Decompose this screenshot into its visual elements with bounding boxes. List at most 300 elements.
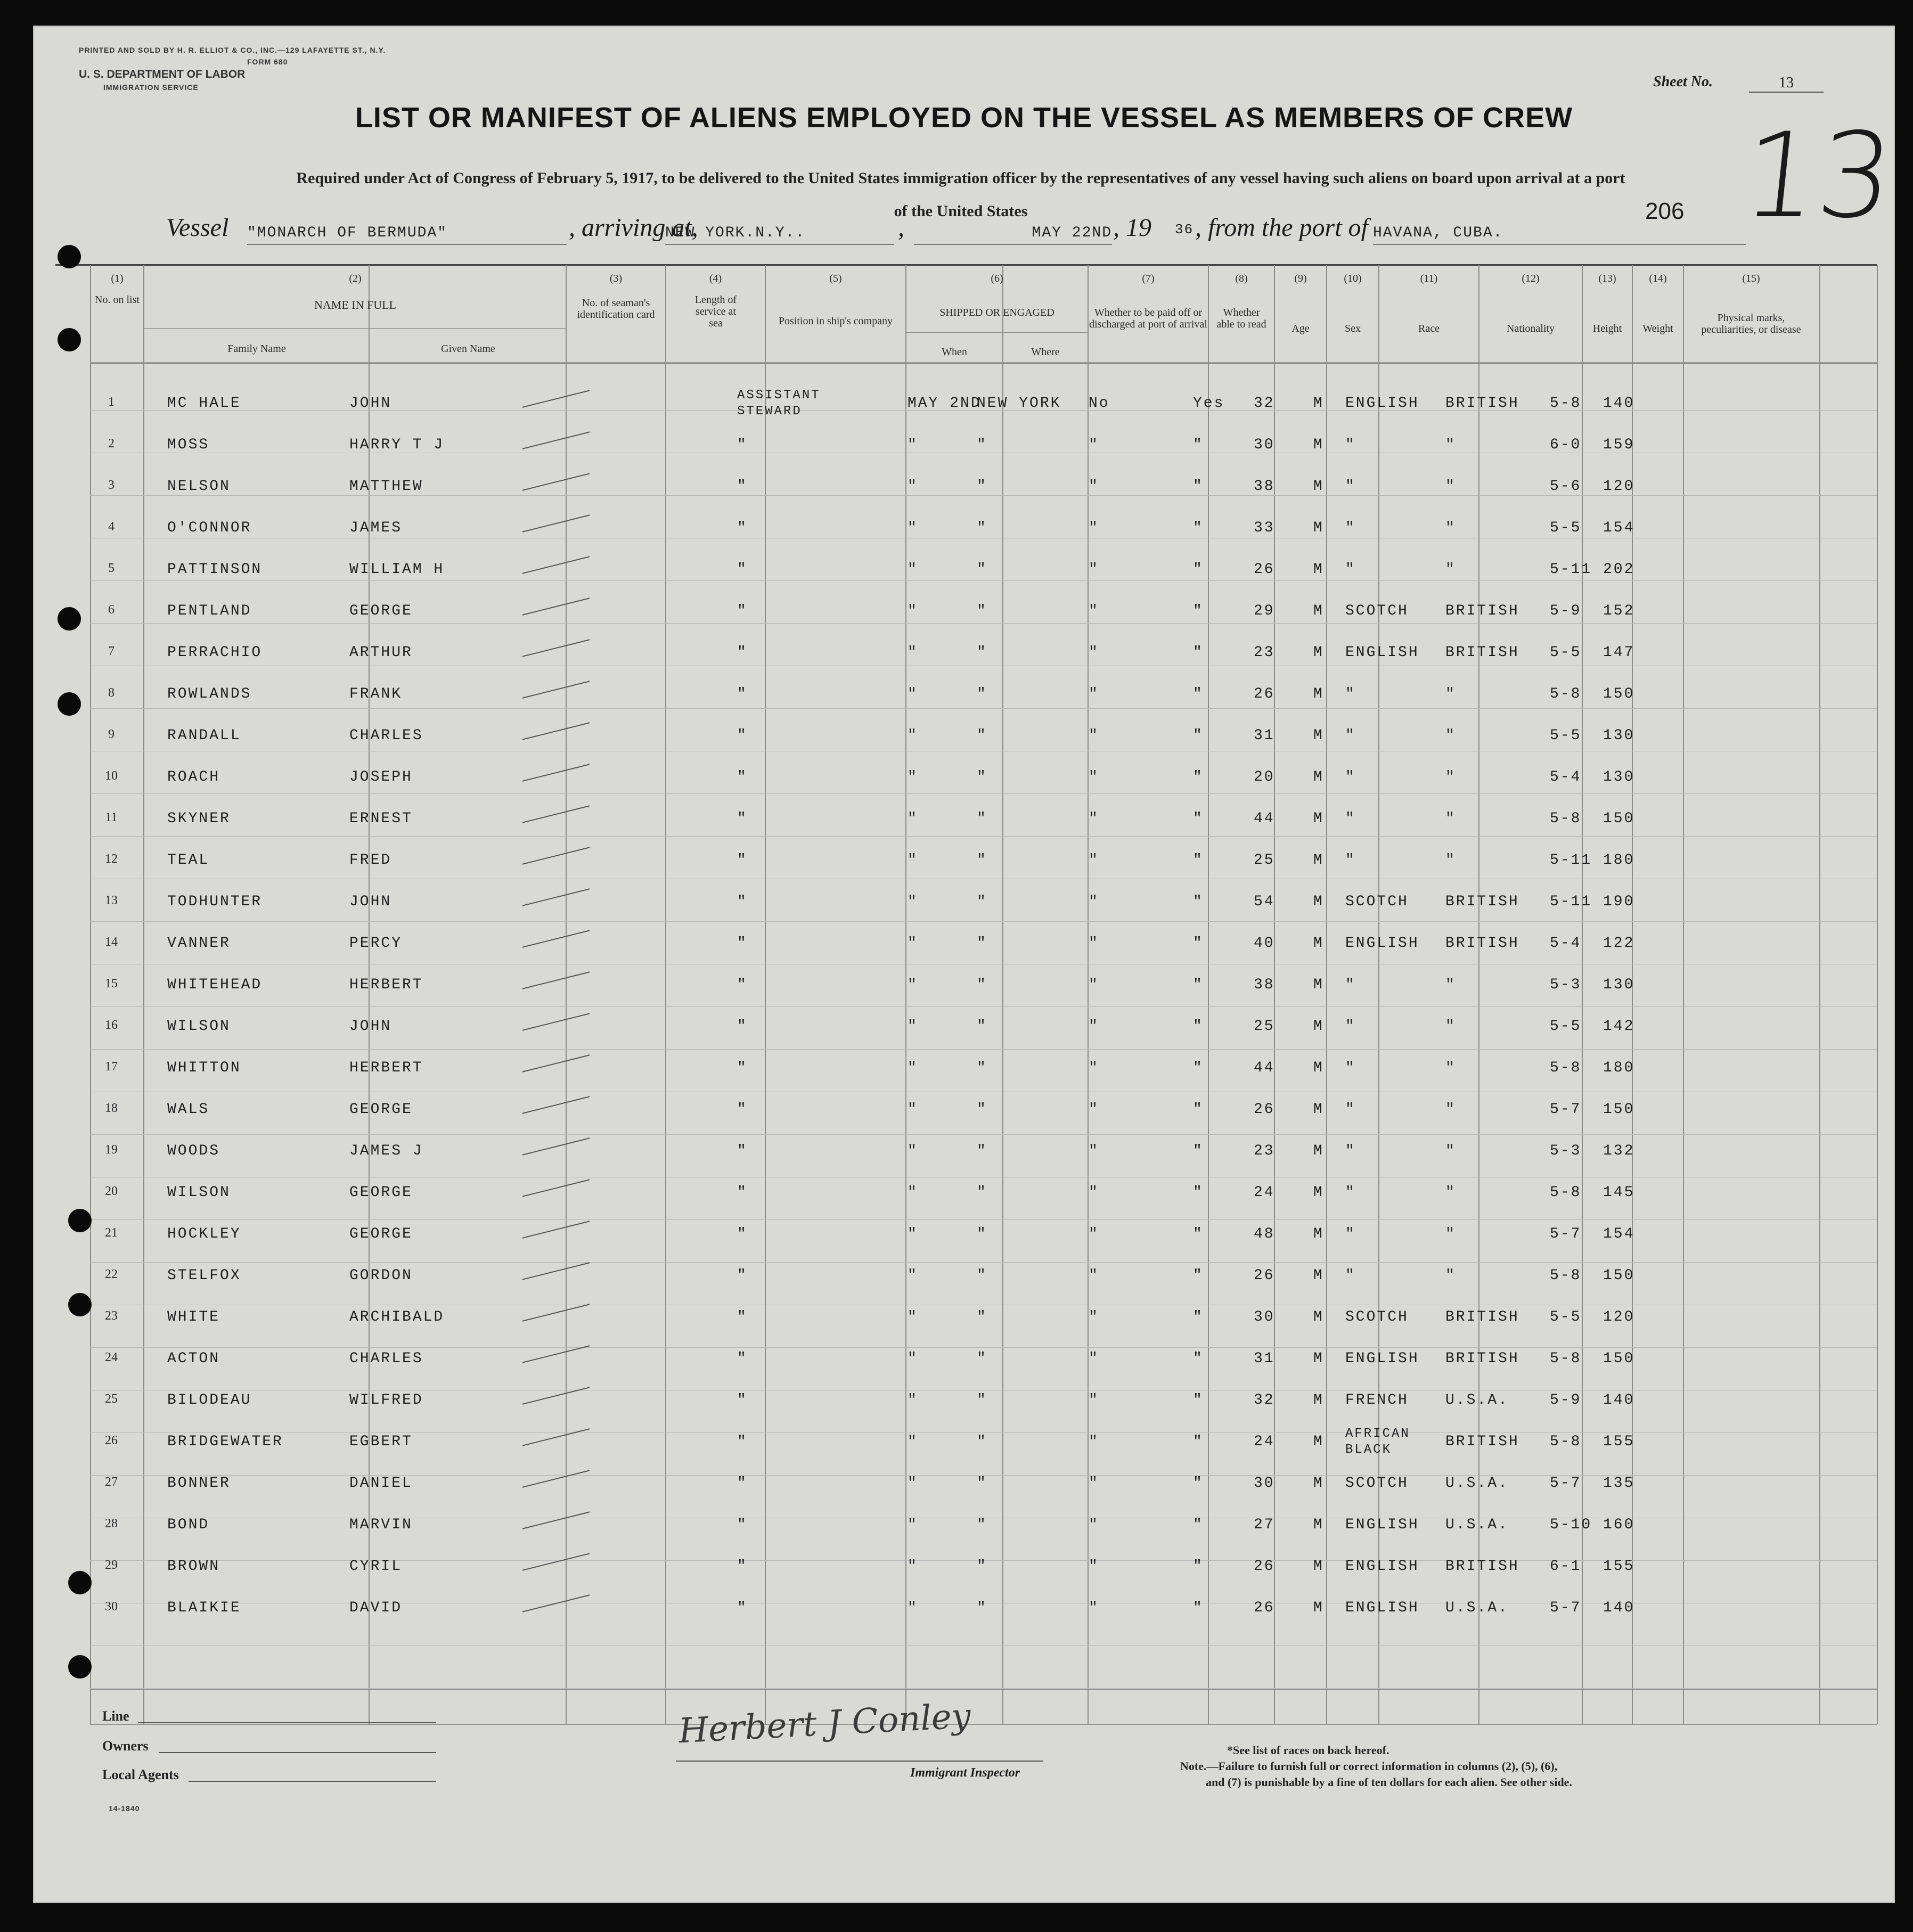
age: 20: [1254, 769, 1275, 785]
given-name: DAVID: [349, 1600, 403, 1616]
row-number: 9: [108, 727, 115, 741]
position: ": [737, 1434, 748, 1450]
col2-header: NAME IN FULL: [314, 298, 396, 312]
paid-off: ": [1089, 1600, 1099, 1616]
height: 5-8: [1550, 1350, 1582, 1367]
from-port: HAVANA, CUBA.: [1373, 225, 1503, 241]
nationality: U.S.A.: [1445, 1517, 1509, 1533]
able-to-read: ": [1193, 977, 1204, 993]
sex: M: [1313, 644, 1324, 661]
weight: 155: [1603, 1434, 1635, 1450]
col15-number: (15): [1742, 273, 1760, 284]
able-to-read: ": [1193, 520, 1204, 536]
able-to-read: ": [1193, 811, 1204, 827]
given-name: ERNEST: [349, 811, 413, 827]
paid-off: ": [1089, 1101, 1099, 1118]
shipped-when: ": [908, 1517, 918, 1533]
row-number: 17: [105, 1060, 118, 1074]
given-name: HARRY T J: [349, 437, 445, 453]
able-to-read: ": [1193, 1600, 1204, 1616]
race: ": [1345, 478, 1356, 495]
table-top-rule: [55, 264, 1877, 266]
sex: M: [1313, 437, 1324, 453]
shipped-where: ": [977, 894, 987, 910]
sex: M: [1313, 935, 1324, 952]
col11-number: (11): [1420, 273, 1438, 284]
nationality: U.S.A.: [1445, 1392, 1509, 1409]
race: ": [1345, 852, 1356, 869]
shipped-where: ": [977, 977, 987, 993]
nationality: ": [1445, 1143, 1456, 1159]
sheet-label: Sheet No.: [1653, 73, 1713, 90]
position: ": [737, 1184, 748, 1201]
shipped-where: ": [977, 811, 987, 827]
sex: M: [1313, 1517, 1324, 1533]
seaman-card-tick: [522, 1304, 590, 1321]
race: ": [1345, 520, 1356, 536]
col7-header: Whether to be paid off or discharged at port of arrival: [1089, 307, 1207, 330]
age: 33: [1254, 520, 1275, 536]
table-header-rule: [90, 1724, 1877, 1725]
col3-header: No. of seaman's identification card: [577, 297, 655, 321]
family-name: ROWLANDS: [167, 686, 252, 702]
paid-off: ": [1089, 1517, 1099, 1533]
paid-off: ": [1089, 769, 1099, 785]
nationality: BRITISH: [1445, 395, 1519, 412]
seaman-card-tick: [522, 1179, 590, 1197]
nationality: ": [1445, 977, 1456, 993]
paid-off: ": [1089, 811, 1099, 827]
line-label: Line: [102, 1708, 129, 1724]
height: 5-7: [1550, 1600, 1582, 1616]
paid-off: ": [1089, 1558, 1099, 1575]
row-number: 23: [105, 1309, 118, 1323]
weight: 150: [1603, 1101, 1635, 1118]
weight: 140: [1603, 395, 1635, 412]
seaman-card-tick: [522, 764, 590, 781]
able-to-read: ": [1193, 1517, 1204, 1533]
shipped-where: ": [977, 727, 987, 744]
sex: M: [1313, 1060, 1324, 1076]
nationality: ": [1445, 727, 1456, 744]
owners-label: Owners: [102, 1738, 149, 1754]
seaman-card-tick: [522, 639, 590, 657]
race: AFRICAN BLACK: [1345, 1427, 1410, 1457]
nationality: ": [1445, 1226, 1456, 1242]
sex: M: [1313, 1143, 1324, 1159]
shipped-when: ": [908, 852, 918, 869]
nationality: U.S.A.: [1445, 1475, 1509, 1492]
height: 5-4: [1550, 769, 1582, 785]
age: 54: [1254, 894, 1275, 910]
shipped-where: ": [977, 561, 987, 578]
table-column-rule: [566, 265, 567, 1724]
table-row-rule: [90, 495, 1877, 496]
given-name: PERCY: [349, 935, 403, 952]
table-row-rule: [90, 836, 1877, 837]
race: ": [1345, 811, 1356, 827]
given-name: CYRIL: [349, 1558, 403, 1575]
position: ": [737, 1350, 748, 1367]
shipped-where: ": [977, 1018, 987, 1035]
shipped-when: ": [908, 1392, 918, 1409]
able-to-read: ": [1193, 1060, 1204, 1076]
height: 6-0: [1550, 437, 1582, 453]
weight: 145: [1603, 1184, 1635, 1201]
weight: 120: [1603, 478, 1635, 495]
weight: 190: [1603, 894, 1635, 910]
paid-off: ": [1089, 1018, 1099, 1035]
col14-header: Weight: [1642, 323, 1673, 334]
table-row-rule: [90, 1262, 1877, 1263]
shipped-when: ": [908, 1350, 918, 1367]
nationality: BRITISH: [1445, 1558, 1519, 1575]
seaman-card-tick: [522, 930, 590, 947]
given-name: ARTHUR: [349, 644, 413, 661]
sex: M: [1313, 1101, 1324, 1118]
able-to-read: ": [1193, 1392, 1204, 1409]
paid-off: ": [1089, 1309, 1099, 1325]
position: ": [737, 1309, 748, 1325]
penalty-note-1: Note.—Failure to furnish full or correct information in columns (2), (5), (6),: [1180, 1759, 1558, 1773]
family-name: WHITTON: [167, 1060, 241, 1076]
age: 26: [1254, 686, 1275, 702]
family-name: WALS: [167, 1101, 210, 1118]
able-to-read: ": [1193, 1350, 1204, 1367]
table-column-rule: [143, 265, 144, 1724]
family-name: BRIDGEWATER: [167, 1434, 283, 1450]
shipped-when: MAY 2ND: [908, 395, 982, 412]
height: 5-5: [1550, 520, 1582, 536]
height: 5-3: [1550, 1143, 1582, 1159]
seaman-card-tick: [522, 722, 590, 740]
position: ": [737, 894, 748, 910]
position: ": [737, 1060, 748, 1076]
seaman-card-tick: [522, 597, 590, 615]
age: 25: [1254, 852, 1275, 869]
seaman-card-tick: [522, 390, 590, 407]
weight: 150: [1603, 686, 1635, 702]
shipped-where: ": [977, 1309, 987, 1325]
paid-off: ": [1089, 1267, 1099, 1284]
shipped-where: ": [977, 1475, 987, 1492]
paid-off: ": [1089, 935, 1099, 952]
family-name: O'CONNOR: [167, 520, 252, 536]
row-number: 30: [105, 1600, 118, 1614]
sex: M: [1313, 1392, 1324, 1409]
shipped-where: ": [977, 935, 987, 952]
col6-number: (6): [991, 273, 1003, 284]
race: ": [1345, 1101, 1356, 1118]
height: 5-11: [1550, 852, 1592, 869]
position: ": [737, 935, 748, 952]
row-number: 11: [105, 811, 118, 824]
paid-off: ": [1089, 603, 1099, 619]
seaman-card-tick: [522, 1594, 590, 1612]
sex: M: [1313, 1267, 1324, 1284]
nationality: U.S.A.: [1445, 1600, 1509, 1616]
row-number: 15: [105, 977, 118, 990]
age: 32: [1254, 1392, 1275, 1409]
arrival-port: NEW YORK.N.Y..: [665, 225, 806, 241]
col9-header: Age: [1291, 323, 1310, 334]
arriving-label: , arriving at,: [569, 214, 698, 242]
year-prefix: , 19: [1113, 214, 1151, 242]
printer-credit: PRINTED AND SOLD BY H. R. ELLIOT & CO., INC.—129 LAFAYETTE ST., N.Y.: [79, 46, 386, 54]
row-number: 16: [105, 1018, 118, 1032]
shipped-when: ": [908, 1143, 918, 1159]
col1-number: (1): [111, 273, 124, 284]
row-number: 5: [108, 561, 115, 575]
race: ": [1345, 1060, 1356, 1076]
from-label: , from the port of: [1195, 214, 1368, 242]
sex: M: [1313, 894, 1324, 910]
seaman-card-tick: [522, 1054, 590, 1072]
nationality: ": [1445, 437, 1456, 453]
age: 26: [1254, 1600, 1275, 1616]
seaman-card-tick: [522, 681, 590, 698]
shipped-when: ": [908, 437, 918, 453]
requirement-text-2: of the United States: [894, 202, 1028, 220]
weight: 150: [1603, 811, 1635, 827]
height: 5-7: [1550, 1101, 1582, 1118]
seaman-card-tick: [522, 514, 590, 532]
shipped-where: ": [977, 1558, 987, 1575]
nationality: ": [1445, 561, 1456, 578]
table-row-rule: [90, 1134, 1877, 1135]
age: 26: [1254, 561, 1275, 578]
sex: M: [1313, 1350, 1324, 1367]
weight: 155: [1603, 1558, 1635, 1575]
seaman-card-tick: [522, 971, 590, 989]
able-to-read: ": [1193, 644, 1204, 661]
table-row-rule: [90, 623, 1877, 624]
seaman-card-tick: [522, 1221, 590, 1238]
height: 5-10: [1550, 1517, 1592, 1533]
paid-off: ": [1089, 1143, 1099, 1159]
height: 5-11: [1550, 561, 1592, 578]
shipped-where: ": [977, 520, 987, 536]
age: 48: [1254, 1226, 1275, 1242]
row-number: 10: [105, 769, 118, 783]
local-agents-label: Local Agents: [102, 1767, 179, 1782]
shipped-where: ": [977, 769, 987, 785]
stamp-number: 206: [1645, 198, 1685, 224]
able-to-read: ": [1193, 935, 1204, 952]
shipped-where: ": [977, 1600, 987, 1616]
weight: 159: [1603, 437, 1635, 453]
race: ": [1345, 727, 1356, 744]
sex: M: [1313, 603, 1324, 619]
nationality: BRITISH: [1445, 894, 1519, 910]
able-to-read: ": [1193, 1434, 1204, 1450]
weight: 150: [1603, 1350, 1635, 1367]
owners-field: [159, 1752, 436, 1753]
col15-header: Physical marks, peculiarities, or disease: [1701, 312, 1801, 335]
race: ": [1345, 1018, 1356, 1035]
family-name: ROACH: [167, 769, 220, 785]
sex: M: [1313, 1600, 1324, 1616]
family-name: BOND: [167, 1517, 210, 1533]
row-number: 3: [108, 478, 115, 492]
form-code: 14-1840: [109, 1804, 140, 1813]
given-name: FRANK: [349, 686, 403, 702]
race: ENGLISH: [1345, 1517, 1419, 1533]
shipped-when: ": [908, 1101, 918, 1118]
seaman-card-tick: [522, 473, 590, 490]
paid-off: ": [1089, 644, 1099, 661]
given-name: GEORGE: [349, 1101, 413, 1118]
nationality: ": [1445, 852, 1456, 869]
nationality: ": [1445, 1101, 1456, 1118]
family-name: BILODEAU: [167, 1392, 252, 1409]
service: IMMIGRATION SERVICE: [103, 83, 199, 92]
position: ": [737, 1101, 748, 1118]
position: ": [737, 1267, 748, 1284]
position: ": [737, 686, 748, 702]
race: SCOTCH: [1345, 1309, 1409, 1325]
race: ": [1345, 561, 1356, 578]
shipped-where: ": [977, 1101, 987, 1118]
height: 5-8: [1550, 1434, 1582, 1450]
position: ASSISTANT STEWARD: [737, 388, 821, 419]
family-name: PENTLAND: [167, 603, 252, 619]
punch-hole: [68, 1293, 92, 1316]
given-name: GEORGE: [349, 1184, 413, 1201]
punch-hole: [58, 245, 81, 268]
seaman-card-tick: [522, 1262, 590, 1280]
family-name: TODHUNTER: [167, 894, 263, 910]
position: ": [737, 478, 748, 495]
col14-number: (14): [1649, 273, 1667, 284]
table-column-rule: [1819, 265, 1820, 1724]
row-number: 26: [105, 1434, 118, 1447]
punch-hole: [58, 328, 81, 351]
race: ENGLISH: [1345, 935, 1419, 952]
position: ": [737, 1143, 748, 1159]
height: 5-8: [1550, 1060, 1582, 1076]
col1-header: No. on list: [95, 294, 140, 306]
family-name: MOSS: [167, 437, 210, 453]
weight: 130: [1603, 769, 1635, 785]
sex: M: [1313, 1226, 1324, 1242]
given-name: DANIEL: [349, 1475, 413, 1492]
able-to-read: ": [1193, 478, 1204, 495]
height: 5-7: [1550, 1475, 1582, 1492]
paid-off: ": [1089, 1184, 1099, 1201]
form-number: FORM 680: [247, 58, 288, 66]
seaman-card-tick: [522, 888, 590, 906]
height: 5-5: [1550, 644, 1582, 661]
paid-off: ": [1089, 727, 1099, 744]
height: 5-6: [1550, 478, 1582, 495]
row-number: 25: [105, 1392, 118, 1406]
arrival-port-field: [665, 225, 894, 245]
able-to-read: ": [1193, 1558, 1204, 1575]
race: ": [1345, 1226, 1356, 1242]
table-header-rule: [90, 1689, 1877, 1690]
paid-off: ": [1089, 1434, 1099, 1450]
able-to-read: ": [1193, 437, 1204, 453]
row-number: 20: [105, 1184, 118, 1198]
given-name: CHARLES: [349, 1350, 423, 1367]
able-to-read: ": [1193, 727, 1204, 744]
nationality: ": [1445, 769, 1456, 785]
table-header-rule: [90, 363, 1877, 364]
weight: 120: [1603, 1309, 1635, 1325]
row-number: 29: [105, 1558, 118, 1572]
sex: M: [1313, 852, 1324, 869]
paid-off: ": [1089, 437, 1099, 453]
age: 30: [1254, 1309, 1275, 1325]
position: ": [737, 1600, 748, 1616]
sex: M: [1313, 977, 1324, 993]
table-column-rule: [1378, 265, 1379, 1724]
table-column-rule: [1877, 265, 1878, 1724]
paid-off: ": [1089, 1350, 1099, 1367]
family-name: MC HALE: [167, 395, 241, 412]
weight: 130: [1603, 977, 1635, 993]
race: ": [1345, 1143, 1356, 1159]
shipped-where: ": [977, 852, 987, 869]
seaman-card-tick: [522, 1137, 590, 1155]
able-to-read: ": [1193, 603, 1204, 619]
shipped-when: ": [908, 1309, 918, 1325]
table-header-rule: [143, 328, 566, 329]
paid-off: ": [1089, 1475, 1099, 1492]
weight: 130: [1603, 727, 1635, 744]
weight: 180: [1603, 852, 1635, 869]
vessel-name: "MONARCH OF BERMUDA": [247, 225, 448, 241]
race: SCOTCH: [1345, 894, 1409, 910]
arrival-date: MAY 22ND: [1032, 225, 1112, 241]
race: FRENCH: [1345, 1392, 1409, 1409]
position: ": [737, 520, 748, 536]
position: ": [737, 1517, 748, 1533]
shipped-when: ": [908, 1600, 918, 1616]
row-number: 13: [105, 894, 118, 907]
paid-off: ": [1089, 977, 1099, 993]
shipped-where: ": [977, 478, 987, 495]
shipped-where: ": [977, 1060, 987, 1076]
sex: M: [1313, 1184, 1324, 1201]
height: 5-8: [1550, 1267, 1582, 1284]
position: ": [737, 769, 748, 785]
paid-off: ": [1089, 520, 1099, 536]
height: 5-11: [1550, 894, 1592, 910]
age: 24: [1254, 1434, 1275, 1450]
table-column-rule: [665, 265, 666, 1724]
signature-line: [676, 1761, 1043, 1762]
paid-off: ": [1089, 894, 1099, 910]
able-to-read: ": [1193, 852, 1204, 869]
nationality: ": [1445, 811, 1456, 827]
paid-off: ": [1089, 1060, 1099, 1076]
height: 5-5: [1550, 727, 1582, 744]
height: 5-3: [1550, 977, 1582, 993]
table-column-rule: [90, 265, 91, 1724]
able-to-read: ": [1193, 1184, 1204, 1201]
seaman-card-tick: [522, 1553, 590, 1570]
shipped-when: ": [908, 1475, 918, 1492]
vessel-label: Vessel: [166, 214, 229, 242]
given-name: MATTHEW: [349, 478, 423, 495]
punch-hole: [58, 692, 81, 716]
row-number: 2: [108, 437, 115, 451]
row-number: 4: [108, 520, 115, 534]
sheet-number: 13: [1749, 75, 1824, 93]
page-title: LIST OR MANIFEST OF ALIENS EMPLOYED ON THE VESSEL AS MEMBERS OF CREW: [355, 102, 1573, 134]
